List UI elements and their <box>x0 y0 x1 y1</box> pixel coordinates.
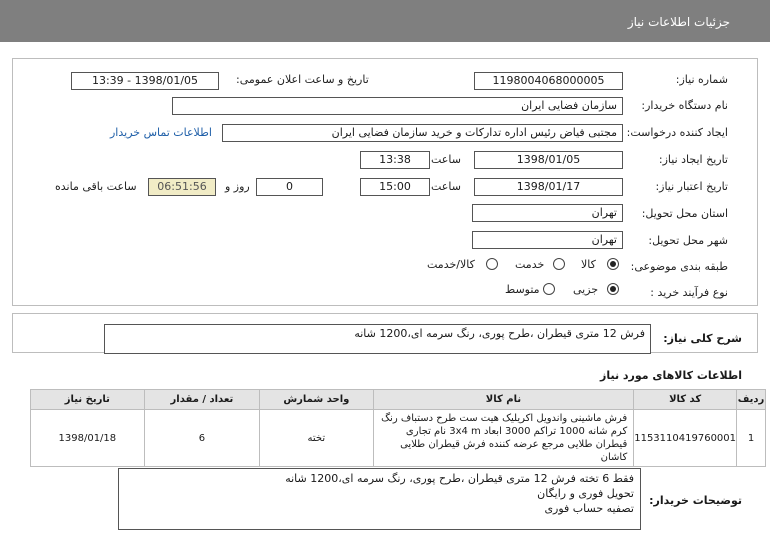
requester-label: ایجاد کننده درخواست: <box>626 126 728 139</box>
header-code: کد کالا <box>634 390 737 410</box>
cell-name: فرش ماشینی واندویل اکریلیک هیت ست طرح دستباف رنگ کرم شانه 1000 تراکم 3000 ابعاد 3x4 m نام تجاری قیطران طلایی مرجع عرضه کننده فرش قیطران طلایی کاشان <box>373 410 634 467</box>
buyer-contact-link[interactable]: اطلاعات تماس خریدار <box>110 126 212 139</box>
buyer-notes-line-3: تصفیه حساب فوری <box>544 502 634 515</box>
header-unit: واحد شمارش <box>260 390 374 410</box>
buyer-org-label: نام دستگاه خریدار: <box>641 99 728 112</box>
process-medium-label: متوسط <box>505 283 540 296</box>
page-title: جزئیات اطلاعات نیاز <box>627 15 730 29</box>
created-time-field: 13:38 <box>360 151 430 169</box>
process-medium-radio[interactable] <box>543 283 555 295</box>
category-label: طبقه بندی موضوعی: <box>630 260 728 273</box>
created-date-field: 1398/01/05 <box>474 151 623 169</box>
header-date: تاریخ نیاز <box>31 390 145 410</box>
table-row <box>31 410 766 467</box>
summary-text: فرش 12 متری قیطران ،طرح پوری، رنگ سرمه ای،1200 شانه <box>104 324 651 354</box>
city-label: شهر محل تحویل: <box>648 234 728 247</box>
created-time-label: ساعت <box>431 153 461 166</box>
city-field: تهران <box>472 231 623 249</box>
buyer-notes-box <box>118 468 641 530</box>
cell-code: 1153110419760001 <box>634 410 737 467</box>
requester-field: مجتبی فیاض رئیس اداره تداركات و خرید سازمان فضایی ایران <box>222 124 623 142</box>
header-quantity: تعداد / مقدار <box>144 390 259 410</box>
category-goods-label: کالا <box>581 258 596 271</box>
goods-table <box>30 389 766 467</box>
header-row-number: ردیف <box>737 390 766 410</box>
validity-time-label: ساعت <box>431 180 461 193</box>
cell-date: 1398/01/18 <box>31 410 145 467</box>
goods-title: اطلاعات کالاهای مورد نیاز <box>600 369 742 382</box>
process-minor-label: جزیی <box>573 283 599 296</box>
cell-row-number: 1 <box>737 410 766 467</box>
goods-table-header <box>31 390 766 410</box>
remaining-time-field: 06:51:56 <box>148 178 216 196</box>
category-goods-service-radio[interactable] <box>486 258 498 270</box>
cell-unit: تخته <box>260 410 374 467</box>
category-service-radio[interactable] <box>553 258 565 270</box>
days-field: 0 <box>256 178 323 196</box>
category-goods-service-label: کالا/خدمت <box>427 258 475 271</box>
buyer-notes-label: توضیحات خریدار: <box>649 494 742 507</box>
remaining-label: ساعت باقی مانده <box>55 180 137 193</box>
buyer-notes-line-1: فقط 6 تخته فرش 12 متری قیطران ،طرح پوری، رنگ سرمه ای،1200 شانه <box>285 472 634 485</box>
process-minor-radio[interactable] <box>607 283 619 295</box>
need-number-field: 1198004068000005 <box>474 72 623 90</box>
created-date-label: تاریخ ایجاد نیاز: <box>658 153 728 166</box>
validity-date-field: 1398/01/17 <box>474 178 623 196</box>
validity-time-field: 15:00 <box>360 178 430 196</box>
buyer-org-field: سازمان فضایی ایران <box>172 97 623 115</box>
category-service-label: خدمت <box>515 258 545 271</box>
need-number-label: شماره نیاز: <box>675 73 728 86</box>
summary-label: شرح کلی نیاز: <box>663 332 742 345</box>
category-goods-radio[interactable] <box>607 258 619 270</box>
header-name: نام کالا <box>373 390 634 410</box>
days-label: روز و <box>225 180 250 193</box>
buyer-notes-line-2: تحویل فوری و رایگان <box>537 487 634 500</box>
province-label: استان محل تحویل: <box>641 207 728 220</box>
announce-datetime-field: 1398/01/05 - 13:39 <box>71 72 219 90</box>
province-field: تهران <box>472 204 623 222</box>
process-label: نوع فرآیند خرید : <box>650 286 728 299</box>
validity-date-label: تاریخ اعتبار نیاز: <box>655 180 728 193</box>
cell-quantity: 6 <box>144 410 259 467</box>
page-header <box>0 0 770 42</box>
announce-label: تاریخ و ساعت اعلان عمومی: <box>236 73 369 86</box>
